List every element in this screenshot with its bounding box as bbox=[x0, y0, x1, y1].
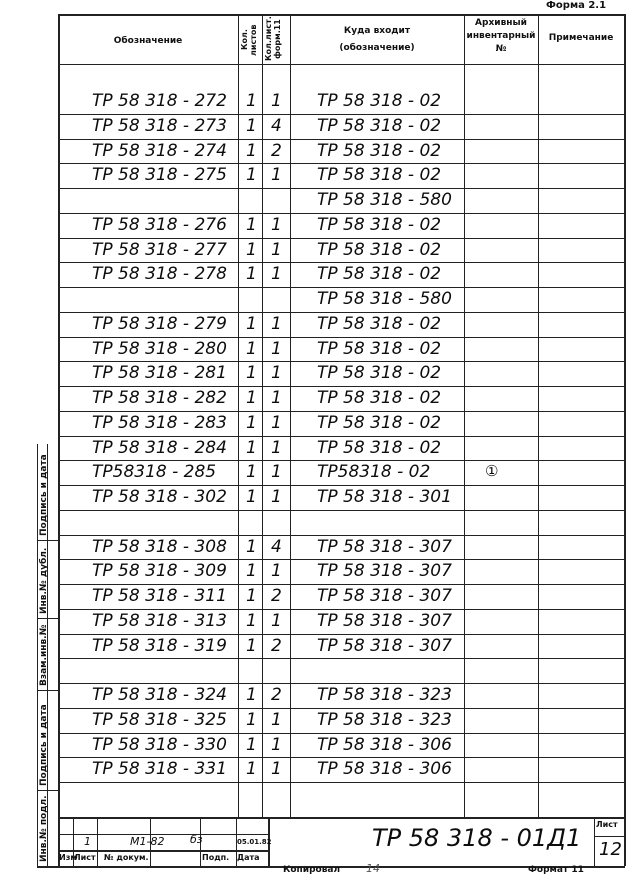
row-sheets: 1 bbox=[246, 536, 257, 557]
row-separator bbox=[58, 708, 625, 709]
row-separator bbox=[58, 238, 625, 239]
row-where-used: ТР 58 318 - 02 bbox=[317, 388, 442, 408]
row-separator bbox=[58, 782, 625, 783]
side-label-sign-date-1: Подпись и дата bbox=[39, 454, 49, 536]
row-separator bbox=[58, 114, 625, 115]
row-formats: 1 bbox=[271, 709, 282, 730]
tb-change-no: 1 bbox=[84, 835, 91, 848]
row-where-used: ТР 58 318 - 307 bbox=[317, 586, 452, 606]
row-separator bbox=[58, 559, 625, 560]
row-designation: ТР 58 318 - 284 bbox=[92, 437, 227, 458]
row-formats: 4 bbox=[271, 115, 282, 136]
row-separator bbox=[58, 163, 625, 164]
header-designation: Обозначение bbox=[113, 36, 183, 46]
row-where-used: ТР 58 318 - 02 bbox=[317, 115, 442, 136]
row-where-used: ТР 58 318 - 02 bbox=[317, 264, 442, 285]
row-designation: ТР 58 318 - 308 bbox=[92, 536, 227, 557]
row-where-used: ТР 58 318 - 307 bbox=[317, 635, 452, 656]
row-separator bbox=[58, 733, 625, 734]
tb-label-list: Лист bbox=[74, 853, 96, 862]
row-designation: ТР 58 318 - 275 bbox=[92, 165, 227, 186]
row-where-used: ТР 58 318 - 02 bbox=[317, 338, 442, 359]
row-separator bbox=[58, 634, 625, 635]
frame-top-border bbox=[58, 14, 625, 16]
sheet-number: 12 bbox=[599, 839, 622, 860]
row-separator bbox=[58, 188, 625, 189]
form-label: Форма 2.1 bbox=[546, 0, 607, 11]
col-sep-where bbox=[464, 14, 465, 817]
header-sheets-count: Кол. листов bbox=[240, 24, 258, 56]
row-formats: 1 bbox=[271, 165, 282, 186]
row-designation: ТР 58 318 - 282 bbox=[92, 388, 227, 408]
row-formats: 2 bbox=[271, 685, 282, 705]
row-designation: ТР 58 318 - 274 bbox=[92, 140, 227, 161]
row-formats: 1 bbox=[271, 239, 282, 260]
row-separator bbox=[58, 262, 625, 263]
header-format-count: Кол.лист. форм.11 bbox=[264, 16, 282, 62]
header-archive-line2: инвентарный bbox=[466, 31, 536, 41]
tb-label-sign: Подп. bbox=[202, 853, 230, 862]
row-separator bbox=[58, 361, 625, 362]
row-designation: ТР 58 318 - 325 bbox=[92, 709, 227, 730]
row-sheets: 1 bbox=[246, 338, 257, 359]
row-sheets: 1 bbox=[246, 115, 257, 136]
row-where-used: ТР 58 318 - 323 bbox=[317, 685, 452, 705]
row-sheets: 1 bbox=[246, 759, 257, 780]
row-formats: 2 bbox=[271, 635, 282, 656]
row-sheets: 1 bbox=[246, 610, 257, 631]
header-where-used-line2: (обозначение) bbox=[339, 43, 415, 53]
row-designation: ТР 58 318 - 277 bbox=[92, 239, 227, 260]
row-sheets: 1 bbox=[246, 635, 257, 656]
row-sheets: 1 bbox=[246, 214, 257, 235]
row-where-used: ТР 58 318 - 02 bbox=[317, 214, 442, 235]
row-formats: 4 bbox=[271, 536, 282, 557]
row-separator bbox=[58, 584, 625, 585]
row-designation: ТР 58 318 - 283 bbox=[92, 412, 227, 433]
header-bottom-line bbox=[58, 64, 625, 65]
tb-col-list bbox=[97, 817, 98, 866]
row-formats: 1 bbox=[271, 610, 282, 631]
row-formats: 1 bbox=[271, 561, 282, 582]
title-block-top bbox=[58, 817, 625, 819]
row-where-used: ТР 58 318 - 02 bbox=[317, 363, 442, 384]
row-formats: 1 bbox=[271, 363, 282, 384]
sheet-label: Лист bbox=[596, 820, 618, 829]
row-where-used: ТР 58 318 - 02 bbox=[317, 239, 442, 260]
row-separator bbox=[58, 337, 625, 338]
row-where-used: ТР 58 318 - 307 bbox=[317, 561, 452, 582]
row-where-used: ТР58318 - 02 bbox=[317, 462, 431, 483]
row-where-used: ТР 58 318 - 02 bbox=[317, 140, 442, 161]
row-designation: ТР 58 318 - 330 bbox=[92, 734, 227, 755]
row-separator bbox=[58, 213, 625, 214]
side-strip-divider bbox=[37, 618, 59, 619]
row-sheets: 1 bbox=[246, 487, 257, 507]
footer-copied: Копировал bbox=[283, 865, 341, 875]
row-designation: ТР 58 318 - 273 bbox=[92, 115, 227, 136]
side-strip-divider bbox=[37, 790, 59, 791]
row-designation: ТР 58 318 - 281 bbox=[92, 363, 227, 384]
row-formats: 1 bbox=[271, 91, 282, 111]
row-where-used: ТР 58 318 - 02 bbox=[317, 412, 442, 433]
row-sheets: 1 bbox=[246, 462, 257, 483]
row-formats: 1 bbox=[271, 388, 282, 408]
row-formats: 1 bbox=[271, 437, 282, 458]
row-sheets: 1 bbox=[246, 91, 257, 111]
row-sheets: 1 bbox=[246, 264, 257, 285]
row-separator bbox=[58, 757, 625, 758]
row-formats: 1 bbox=[271, 487, 282, 507]
row-designation: ТР58318 - 285 bbox=[92, 462, 217, 483]
tb-doc-no: М1-82 bbox=[130, 835, 165, 848]
row-designation: ТР 58 318 - 324 bbox=[92, 685, 227, 705]
row-formats: 1 bbox=[271, 338, 282, 359]
footer-format: Формат 11 bbox=[528, 865, 584, 875]
row-separator bbox=[58, 609, 625, 610]
row-formats: 2 bbox=[271, 586, 282, 606]
row-separator bbox=[58, 436, 625, 437]
row-where-used: ТР 58 318 - 02 bbox=[317, 437, 442, 458]
row-separator bbox=[58, 535, 625, 536]
row-where-used: ТР 58 318 - 02 bbox=[317, 313, 442, 334]
row-where-used: ТР 58 318 - 306 bbox=[317, 759, 452, 780]
row-separator bbox=[58, 411, 625, 412]
row-sheets: 1 bbox=[246, 313, 257, 334]
frame-left-border bbox=[58, 14, 60, 866]
row-separator bbox=[58, 287, 625, 288]
row-formats: 2 bbox=[271, 140, 282, 161]
side-strip-divider bbox=[37, 690, 59, 691]
side-label-sign-date-2: Подпись и дата bbox=[39, 704, 49, 786]
row-designation: ТР 58 318 - 313 bbox=[92, 610, 227, 631]
row-formats: 1 bbox=[271, 759, 282, 780]
row-designation: ТР 58 318 - 331 bbox=[92, 759, 227, 780]
tb-label-doc: № докум. bbox=[104, 853, 149, 862]
row-designation: ТР 58 318 - 311 bbox=[92, 586, 227, 606]
row-sheets: 1 bbox=[246, 388, 257, 408]
row-separator bbox=[58, 683, 625, 684]
row-separator bbox=[58, 658, 625, 659]
row-designation: ТР 58 318 - 272 bbox=[92, 91, 227, 111]
side-label-inv-dup: Инв.№ дубл. bbox=[39, 547, 49, 614]
row-separator bbox=[58, 460, 625, 461]
col-sep-designation bbox=[238, 14, 239, 817]
row-sheets: 1 bbox=[246, 239, 257, 260]
row-sheets: 1 bbox=[246, 734, 257, 755]
header-archive-line1: Архивный bbox=[475, 18, 527, 28]
row-separator bbox=[58, 386, 625, 387]
side-strip-left-border bbox=[37, 444, 38, 866]
tb-col-sheet bbox=[594, 817, 595, 866]
row-where-used: ТР 58 318 - 307 bbox=[317, 536, 452, 557]
row-sheets: 1 bbox=[246, 412, 257, 433]
header-note: Примечание bbox=[548, 33, 614, 43]
document-designation: ТР 58 318 - 01Д1 bbox=[372, 824, 582, 852]
row-formats: 1 bbox=[271, 264, 282, 285]
row-where-used: ТР 58 318 - 02 bbox=[317, 165, 442, 186]
row-sheets: 1 bbox=[246, 363, 257, 384]
row-formats: 1 bbox=[271, 462, 282, 483]
header-archive-line3: № bbox=[495, 44, 507, 54]
row-sheets: 1 bbox=[246, 140, 257, 161]
row-sheets: 1 bbox=[246, 165, 257, 186]
tb-date: 05.01.82 bbox=[237, 838, 272, 846]
row-where-used: ТР 58 318 - 580 bbox=[317, 190, 452, 210]
row-where-used: ТР 58 318 - 323 bbox=[317, 709, 452, 730]
tb-label-date: Дата bbox=[237, 853, 260, 862]
row-sheets: 1 bbox=[246, 561, 257, 582]
side-strip-divider bbox=[37, 540, 59, 541]
side-label-inv-orig: Инв.№ подл. bbox=[39, 795, 49, 862]
row-designation: ТР 58 318 - 319 bbox=[92, 635, 227, 656]
row-separator bbox=[58, 139, 625, 140]
row-designation: ТР 58 318 - 302 bbox=[92, 487, 227, 507]
row-designation: ТР 58 318 - 280 bbox=[92, 338, 227, 359]
row-separator bbox=[58, 312, 625, 313]
col-sep-formats bbox=[290, 14, 291, 817]
tb-label-izm: Изм bbox=[59, 853, 77, 862]
row-sheets: 1 bbox=[246, 586, 257, 606]
row-where-used: ТР 58 318 - 307 bbox=[317, 610, 452, 631]
row-sheets: 1 bbox=[246, 709, 257, 730]
row-separator bbox=[58, 485, 625, 486]
row-where-used: ТР 58 318 - 306 bbox=[317, 734, 452, 755]
row-designation: ТР 58 318 - 276 bbox=[92, 214, 227, 235]
row-formats: 1 bbox=[271, 214, 282, 235]
frame-right-border bbox=[624, 14, 626, 866]
header-where-used bbox=[290, 26, 464, 54]
row-designation: ТР 58 318 - 278 bbox=[92, 264, 227, 285]
col-sep-sheets bbox=[262, 14, 263, 817]
row-sheets: 1 bbox=[246, 437, 257, 458]
row-archive-no: ① bbox=[485, 462, 499, 481]
header-where-used-line1: Куда входит bbox=[343, 26, 411, 36]
sheet-box-line bbox=[594, 836, 625, 837]
row-formats: 1 bbox=[271, 412, 282, 433]
row-where-used: ТР 58 318 - 580 bbox=[317, 289, 452, 309]
col-sep-archive bbox=[538, 14, 539, 817]
row-where-used: ТР 58 318 - 02 bbox=[317, 91, 442, 111]
row-designation: ТР 58 318 - 309 bbox=[92, 561, 227, 582]
header-archive bbox=[464, 18, 538, 55]
row-formats: 1 bbox=[271, 313, 282, 334]
side-label-replace-inv: Взам.инв.№ bbox=[39, 624, 49, 686]
row-where-used: ТР 58 318 - 301 bbox=[317, 487, 452, 507]
row-separator bbox=[58, 510, 625, 511]
row-formats: 1 bbox=[271, 734, 282, 755]
tb-signature: бз bbox=[190, 833, 203, 846]
row-designation: ТР 58 318 - 279 bbox=[92, 313, 227, 334]
row-sheets: 1 bbox=[246, 685, 257, 705]
footer-copied-mark: 14 bbox=[366, 862, 380, 875]
